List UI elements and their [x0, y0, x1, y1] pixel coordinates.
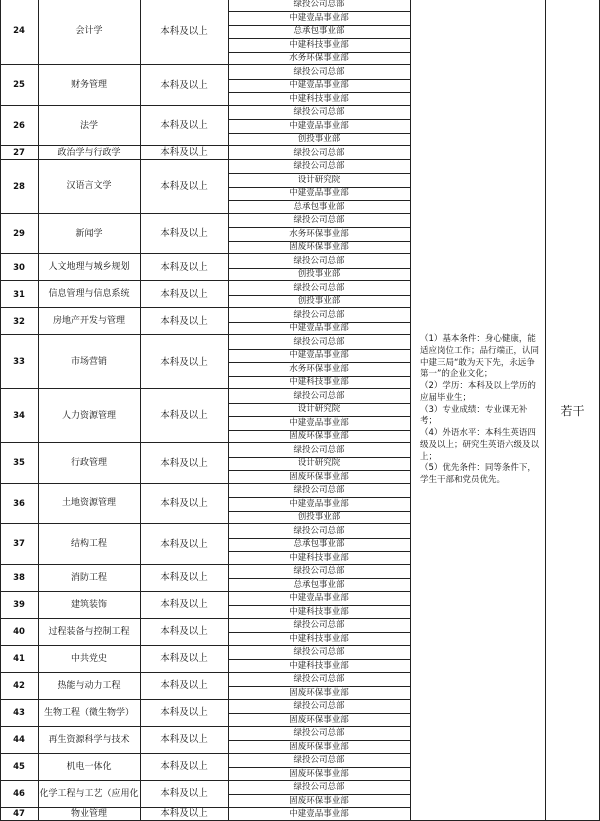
major-name: 消防工程 — [70, 572, 107, 583]
department-cell: 中建科技事业部 — [289, 377, 349, 388]
major-name: 信息管理与信息系统 — [48, 289, 130, 300]
requirement-line: 考； — [420, 416, 438, 427]
requirement-line: （5）优先条件：同等条件下， — [420, 463, 536, 474]
grid-line — [228, 187, 410, 188]
row-number: 39 — [13, 599, 25, 610]
row-number: 28 — [13, 181, 25, 192]
grid-line — [228, 11, 410, 12]
major-name: 行政管理 — [70, 457, 107, 468]
department-cell: 绿投公司总部 — [293, 525, 345, 536]
requirement-line: 中建三局“敢为天下先，永远争 — [420, 357, 535, 368]
degree-requirement: 本科及以上 — [160, 410, 208, 422]
department-cell: 设计研究院 — [297, 404, 341, 415]
degree-requirement: 本科及以上 — [160, 316, 208, 328]
grid-line — [228, 605, 410, 606]
grid-line — [228, 578, 410, 579]
row-number: 34 — [13, 410, 25, 421]
department-cell: 固废环保事业部 — [289, 741, 349, 752]
department-cell: 绿投公司总部 — [293, 755, 345, 766]
row-number: 33 — [13, 357, 25, 367]
department-cell: 绿投公司总部 — [293, 0, 345, 10]
grid-line — [0, 0, 1, 821]
grid-line — [228, 173, 410, 174]
requirement-line: （3）专业成绩：专业课无补 — [420, 404, 528, 415]
row-number: 45 — [13, 761, 25, 772]
grid-line — [228, 349, 410, 350]
grid-line — [228, 200, 410, 201]
grid-line — [228, 268, 410, 269]
degree-requirement: 本科及以上 — [160, 572, 208, 584]
department-cell: 中建壹品事业部 — [289, 188, 349, 199]
department-cell: 中建壹品事业部 — [289, 12, 349, 23]
department-cell: 中建科技事业部 — [289, 633, 349, 644]
row-number: 30 — [13, 262, 25, 273]
requirement-line: 应届毕业生； — [420, 392, 472, 403]
row-number: 32 — [13, 316, 25, 327]
grid-line — [228, 538, 410, 539]
department-cell: 绿投公司总部 — [293, 255, 345, 266]
grid-line — [228, 457, 410, 458]
degree-requirement: 本科及以上 — [160, 808, 208, 820]
department-cell: 设计研究院 — [297, 174, 341, 185]
degree-requirement: 本科及以上 — [160, 680, 208, 692]
department-cell: 固废环保事业部 — [289, 714, 349, 725]
major-name: 会计学 — [75, 26, 103, 37]
degree-requirement: 本科及以上 — [160, 538, 208, 550]
department-cell: 中建科技事业部 — [289, 552, 349, 563]
row-number: 36 — [13, 498, 25, 509]
degree-requirement: 本科及以上 — [160, 653, 208, 665]
major-name: 热能与动力工程 — [57, 680, 121, 691]
department-cell: 固废环保事业部 — [289, 768, 349, 779]
row-number: 47 — [13, 808, 25, 819]
major-name: 中共党史 — [70, 653, 107, 664]
department-cell: 中建壹品事业部 — [289, 593, 349, 604]
department-cell: 水务环保事业部 — [289, 53, 349, 64]
department-cell: 中建壹品事业部 — [289, 120, 349, 131]
requirement-line: （1）基本条件：身心健康，能 — [420, 334, 536, 345]
row-number: 38 — [13, 572, 25, 583]
department-cell: 固废环保事业部 — [289, 795, 349, 806]
department-cell: 固废环保事业部 — [289, 242, 349, 253]
major-name: 法学 — [79, 120, 98, 131]
department-cell: 绿投公司总部 — [293, 620, 345, 631]
major-name: 新闻学 — [75, 228, 103, 239]
department-cell: 中建科技事业部 — [289, 606, 349, 617]
department-cell: 创投事业部 — [297, 296, 341, 307]
department-cell: 创投事业部 — [297, 269, 341, 280]
requirement-line: 学生干部和党员优先。 — [420, 474, 506, 485]
requirement-line: 第一”的企业文化； — [420, 369, 493, 380]
department-cell: 绿投公司总部 — [293, 647, 345, 658]
major-name: 机电一体化 — [66, 761, 112, 772]
department-cell: 中建科技事业部 — [289, 93, 349, 104]
grid-line — [228, 686, 410, 687]
grid-line — [228, 403, 410, 404]
grid-line — [38, 0, 39, 821]
degree-requirement: 本科及以上 — [160, 761, 208, 773]
grid-line — [228, 241, 410, 242]
degree-requirement: 本科及以上 — [160, 25, 208, 37]
major-name: 土地资源管理 — [61, 498, 116, 509]
requirements-cell — [410, 0, 545, 821]
grid-line — [228, 632, 410, 633]
requirement-line: （2）学历：本科及以上学历的 — [420, 381, 536, 392]
grid-line — [228, 133, 410, 134]
row-number: 40 — [13, 626, 25, 637]
grid-line — [228, 92, 410, 93]
department-cell: 创投事业部 — [297, 512, 341, 523]
department-cell: 中建壹品事业部 — [289, 498, 349, 509]
requirement-line: 上； — [420, 451, 438, 462]
department-cell: 固废环保事业部 — [289, 687, 349, 698]
degree-requirement: 本科及以上 — [160, 147, 208, 159]
grid-line — [228, 0, 229, 821]
grid-line — [228, 794, 410, 795]
major-name: 化学工程与工艺（应用化 — [39, 788, 139, 799]
department-cell: 绿投公司总部 — [293, 336, 345, 347]
department-cell: 绿投公司总部 — [293, 215, 345, 226]
major-name: 物业管理 — [70, 808, 107, 819]
department-cell: 绿投公司总部 — [293, 701, 345, 712]
department-cell: 水务环保事业部 — [289, 228, 349, 239]
major-name: 建筑装饰 — [70, 599, 107, 610]
department-cell: 绿投公司总部 — [293, 728, 345, 739]
department-cell: 绿投公司总部 — [293, 444, 345, 455]
degree-requirement: 本科及以上 — [160, 262, 208, 274]
row-number: 41 — [13, 653, 25, 664]
degree-requirement: 本科及以上 — [160, 599, 208, 611]
degree-requirement: 本科及以上 — [160, 181, 208, 193]
row-number: 35 — [13, 458, 25, 469]
grid-line — [228, 511, 410, 512]
department-cell: 绿投公司总部 — [293, 282, 345, 293]
degree-requirement: 本科及以上 — [160, 626, 208, 638]
department-cell: 总承包事业部 — [293, 539, 345, 550]
row-number: 44 — [13, 734, 25, 745]
department-cell: 总承包事业部 — [293, 579, 345, 590]
grid-line — [228, 376, 410, 377]
grid-line — [228, 416, 410, 417]
degree-requirement: 本科及以上 — [160, 79, 208, 91]
grid-line — [140, 0, 141, 821]
degree-requirement: 本科及以上 — [160, 788, 208, 800]
department-cell: 中建科技事业部 — [289, 660, 349, 671]
major-name: 再生资源科学与技术 — [48, 734, 130, 745]
grid-line — [228, 713, 410, 714]
department-cell: 绿投公司总部 — [293, 782, 345, 792]
grid-line — [228, 38, 410, 39]
grid-line — [228, 430, 410, 431]
requirement-line: 适应岗位工作；品行端正，认同 — [420, 346, 540, 357]
department-cell: 绿投公司总部 — [293, 107, 345, 118]
headcount-cell: 若干 — [560, 404, 585, 418]
degree-requirement: 本科及以上 — [160, 707, 208, 719]
major-name: 人文地理与城乡规划 — [48, 262, 130, 273]
major-name: 政治学与行政学 — [57, 147, 121, 158]
grid-line — [228, 322, 410, 323]
department-cell: 设计研究院 — [297, 458, 341, 469]
requirements-text — [420, 334, 539, 486]
row-number: 42 — [13, 680, 25, 691]
department-cell: 绿投公司总部 — [293, 147, 345, 158]
grid-line — [228, 362, 410, 363]
department-cell: 固废环保事业部 — [289, 471, 349, 482]
department-cell: 绿投公司总部 — [293, 566, 345, 577]
row-number: 27 — [13, 147, 25, 158]
grid-line — [228, 551, 410, 552]
department-cell: 绿投公司总部 — [293, 66, 345, 77]
degree-requirement: 本科及以上 — [160, 289, 208, 301]
department-cell: 绿投公司总部 — [293, 485, 345, 496]
major-name: 市场营销 — [70, 356, 107, 367]
grid-line — [228, 497, 410, 498]
major-name: 人力资源管理 — [61, 410, 116, 421]
major-name: 汉语言文学 — [66, 181, 112, 192]
grid-line — [228, 119, 410, 120]
department-cell: 绿投公司总部 — [293, 390, 345, 401]
department-cell: 中建壹品事业部 — [289, 323, 349, 334]
grid-line — [228, 25, 410, 26]
row-number: 25 — [13, 80, 25, 91]
grid-line — [228, 767, 410, 768]
major-name: 过程装备与控制工程 — [48, 626, 130, 637]
grid-line — [410, 0, 411, 821]
grid-line — [228, 79, 410, 80]
row-number: 24 — [13, 26, 25, 37]
degree-requirement: 本科及以上 — [160, 228, 208, 240]
department-cell: 固废环保事业部 — [289, 431, 349, 442]
degree-requirement: 本科及以上 — [160, 734, 208, 746]
department-cell: 绿投公司总部 — [293, 309, 345, 320]
major-name: 生物工程（微生物学） — [43, 707, 134, 718]
department-cell: 总承包事业部 — [293, 26, 345, 37]
degree-requirement: 本科及以上 — [160, 120, 208, 132]
major-name: 房地产开发与管理 — [52, 316, 125, 327]
row-number: 46 — [13, 788, 25, 799]
row-number: 37 — [13, 539, 25, 550]
row-number: 26 — [13, 120, 25, 131]
department-cell: 总承包事业部 — [293, 201, 345, 212]
degree-requirement: 本科及以上 — [160, 356, 208, 368]
requirement-line: （4）外语水平：本科生英语四 — [420, 428, 536, 439]
row-number: 43 — [13, 707, 25, 718]
grid-line — [228, 295, 410, 296]
department-cell: 水务环保事业部 — [289, 363, 349, 374]
major-name: 财务管理 — [70, 80, 107, 91]
degree-requirement: 本科及以上 — [160, 498, 208, 510]
department-cell: 中建壹品事业部 — [289, 808, 349, 819]
grid-line — [228, 52, 410, 53]
major-name: 结构工程 — [70, 538, 107, 549]
department-cell: 中建壹品事业部 — [289, 350, 349, 361]
row-number: 29 — [13, 228, 25, 239]
department-cell: 创投事业部 — [297, 134, 341, 145]
department-cell: 绿投公司总部 — [293, 674, 345, 685]
degree-requirement: 本科及以上 — [160, 457, 208, 469]
grid-line — [228, 227, 410, 228]
grid-line — [228, 740, 410, 741]
department-cell: 中建壹品事业部 — [289, 417, 349, 428]
grid-line — [545, 0, 546, 821]
department-cell: 中建科技事业部 — [289, 39, 349, 50]
row-number: 31 — [13, 289, 25, 300]
requirement-line: 级及以上；研究生英语六级及以 — [420, 439, 540, 450]
department-cell: 绿投公司总部 — [293, 161, 345, 172]
grid-line — [228, 659, 410, 660]
grid-line — [228, 470, 410, 471]
department-cell: 中建壹品事业部 — [289, 80, 349, 91]
